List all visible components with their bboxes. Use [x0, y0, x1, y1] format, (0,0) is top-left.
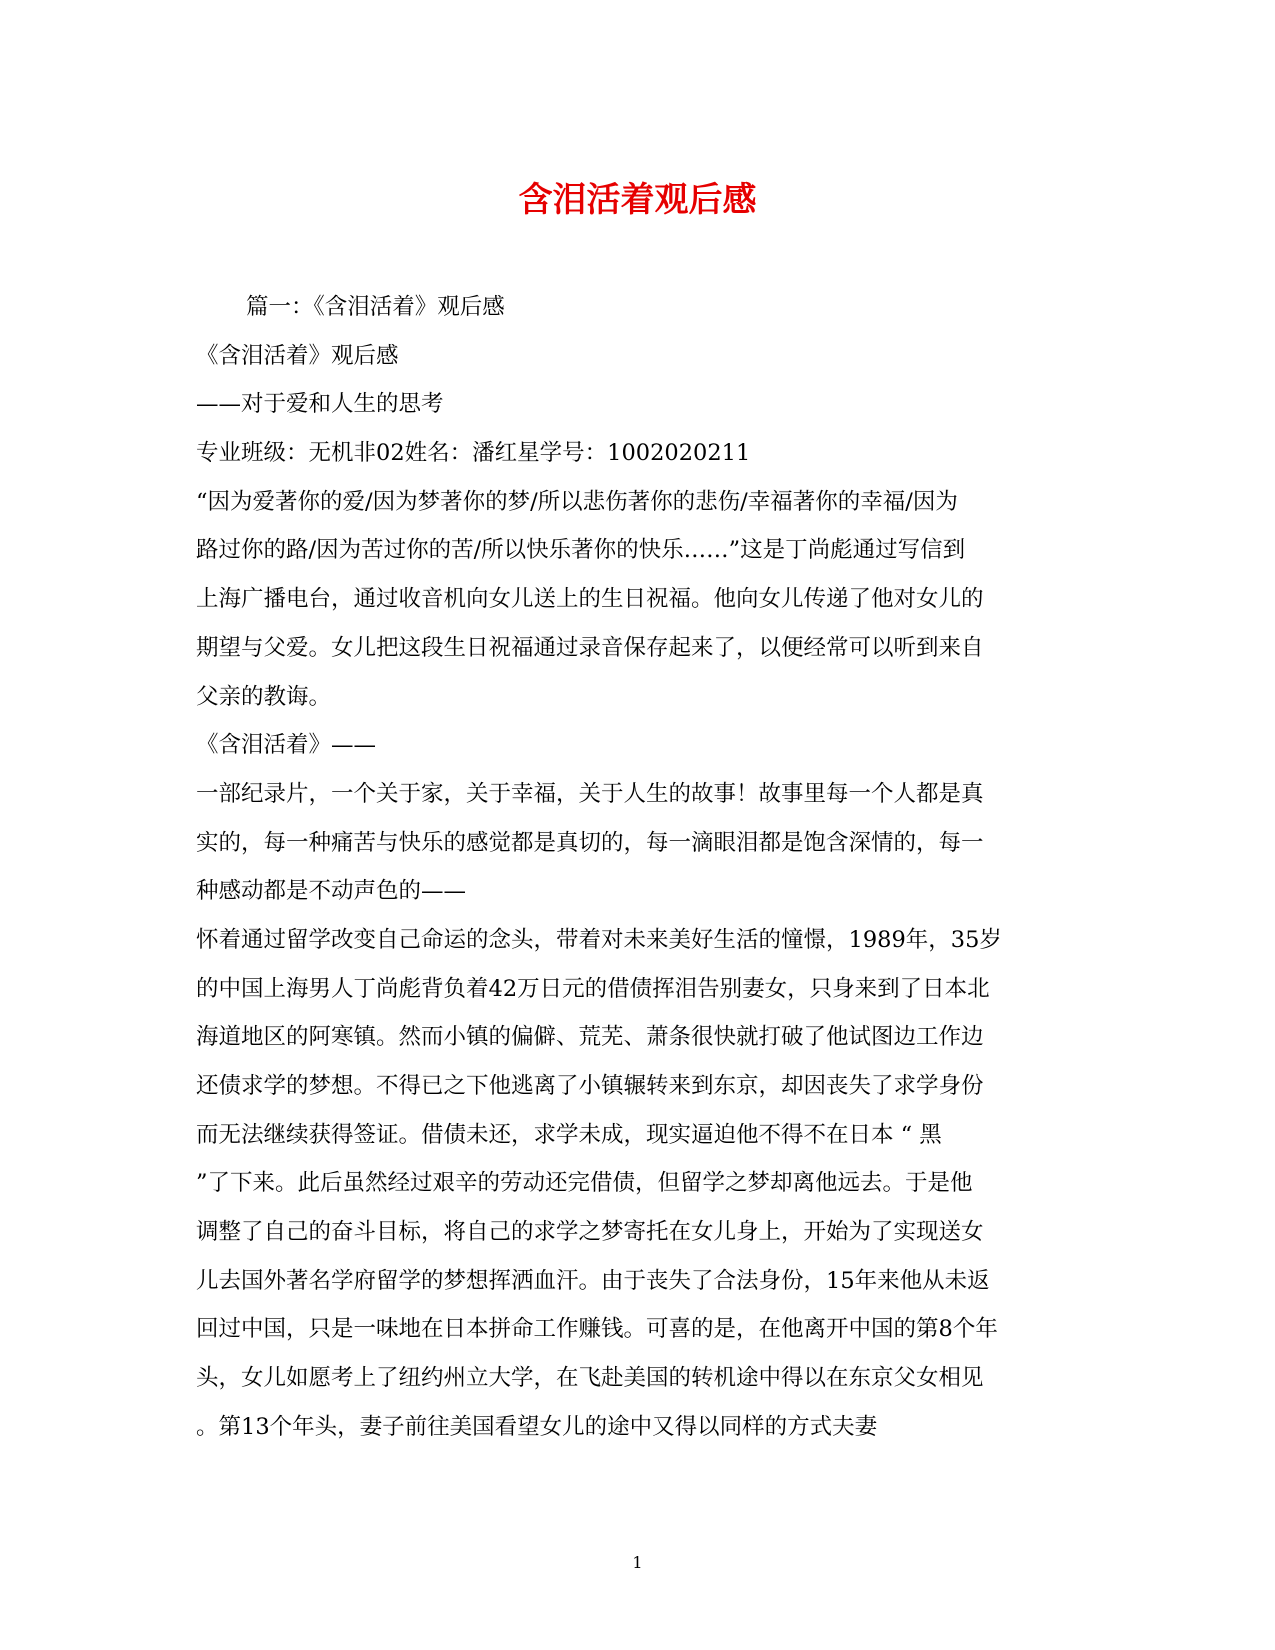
- text-line: 《含泪活着》——: [196, 732, 377, 759]
- section-heading: 篇一：《含泪活着》观后感: [246, 294, 505, 320]
- text-line: 还债求学的梦想。不得已之下他逃离了小镇辗转来到东京，却因丧失了求学身份: [196, 1073, 984, 1099]
- text-line: 回过中国，只是一味地在日本拼命工作赚钱。可喜的是，在他离开中国的第8个年: [196, 1316, 998, 1343]
- text-line: “因为爱著你的爱/因为梦著你的梦/所以悲伤著你的悲伤/幸福著你的幸福/因为: [196, 488, 958, 515]
- text-line: 。第13个年头，妻子前往美国看望女儿的途中又得以同样的方式夫妻: [196, 1413, 878, 1440]
- text-line: 父亲的教诲。: [196, 683, 332, 710]
- text-line: 的中国上海男人丁尚彪背负着42万日元的借债挥泪告别妻女，只身来到了日本北: [196, 975, 990, 1002]
- text-line: 海道地区的阿寒镇。然而小镇的偏僻、荒芜、萧条很快就打破了他试图边工作边: [196, 1024, 984, 1051]
- text-line: 一部纪录片，一个关于家，关于幸福，关于人生的故事！故事里每一个人都是真: [196, 780, 984, 807]
- text-line: 期望与父爱。女儿把这段生日祝福通过录音保存起来了，以便经常可以听到来自: [196, 634, 984, 661]
- document-title: 含泪活着观后感: [518, 180, 757, 220]
- text-line: 儿去国外著名学府留学的梦想挥洒血汗。由于丧失了合法身份，15年来他从未返: [196, 1267, 990, 1294]
- text-line: 头，女儿如愿考上了纽约州立大学，在飞赴美国的转机途中得以在东京父女相见: [196, 1365, 984, 1392]
- text-line: 而无法继续获得签证。借债未还，求学未成，现实逼迫他不得不在日本 “ 黑: [196, 1121, 942, 1148]
- text-line: 专业班级：无机非02姓名：潘红星学号：1002020211: [196, 440, 751, 467]
- text-line: 路过你的路/因为苦过你的苦/所以快乐著你的快乐……”这是丁尚彪通过写信到: [196, 537, 966, 564]
- text-line: 上海广播电台，通过收音机向女儿送上的生日祝福。他向女儿传递了他对女儿的: [196, 586, 984, 613]
- text-line: 怀着通过留学改变自己命运的念头，带着对未来美好生活的憧憬，1989年，35岁: [196, 926, 1002, 953]
- text-line: ——对于爱和人生的思考: [196, 391, 444, 418]
- text-line: 种感动都是不动声色的——: [196, 878, 467, 905]
- document-body: [196, 283, 1076, 1452]
- text-line: 《含泪活着》观后感: [196, 342, 399, 369]
- text-line: 实的，每一种痛苦与快乐的感觉都是真切的，每一滴眼泪都是饱含深情的，每一: [196, 829, 984, 856]
- text-line: 调整了自己的奋斗目标，将自己的求学之梦寄托在女儿身上，开始为了实现送女: [196, 1219, 984, 1246]
- text-line: ”了下来。此后虽然经过艰辛的劳动还完借债，但留学之梦却离他远去。于是他: [196, 1170, 973, 1197]
- page-number: 1: [632, 1553, 643, 1572]
